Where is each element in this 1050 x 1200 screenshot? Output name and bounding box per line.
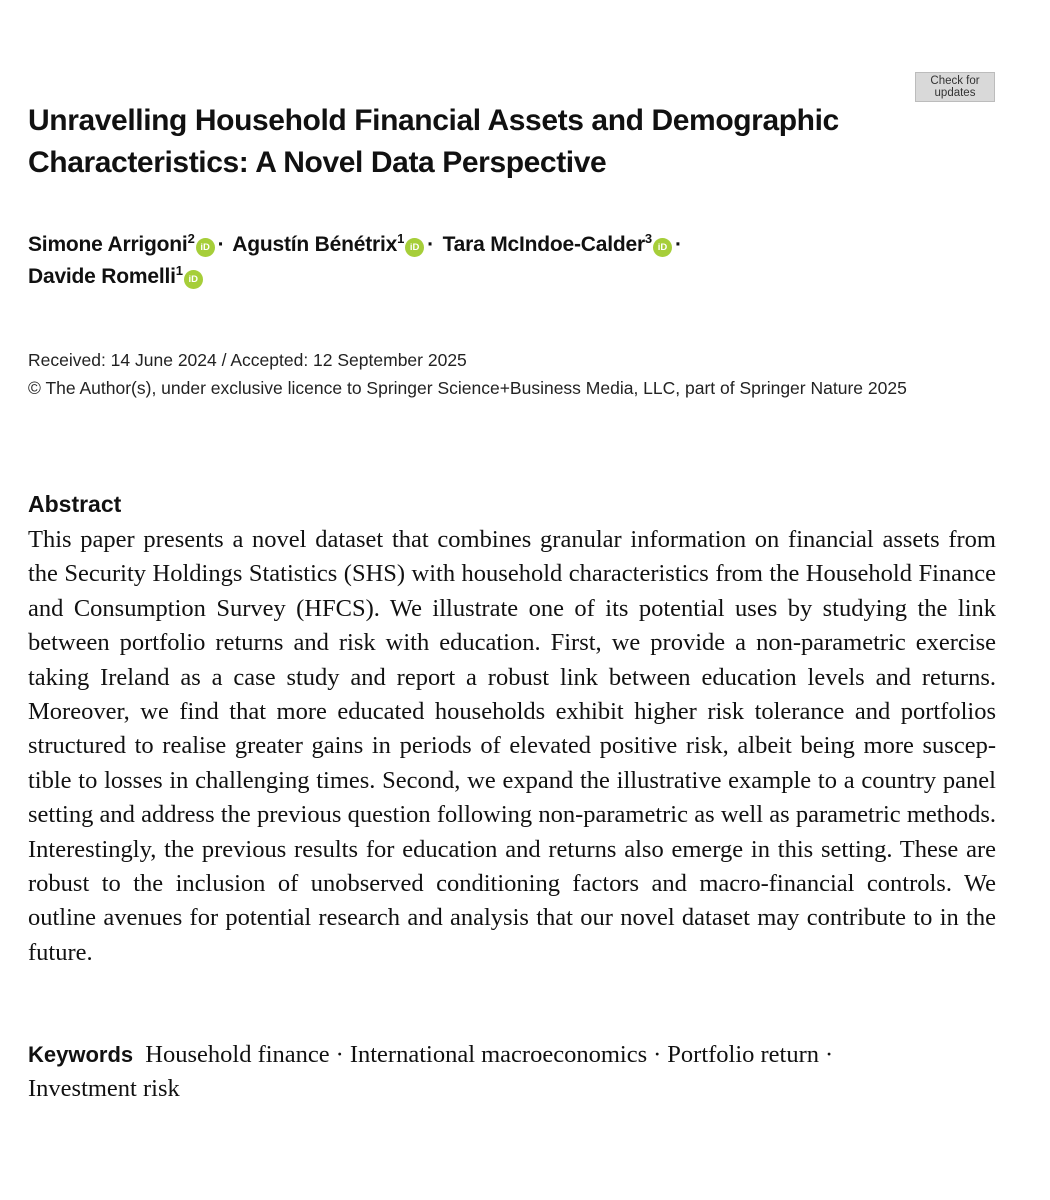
author-name: Agustín Bénétrix [232,233,398,256]
keyword: International macroeconomics [349,1041,648,1068]
orcid-icon[interactable]: iD [196,238,215,257]
orcid-icon[interactable]: iD [653,238,672,257]
author-name: Davide Romelli [28,265,176,288]
keyword-separator: · [825,1041,834,1068]
author-2 [232,233,424,256]
author-list [28,229,928,293]
author-affiliation: 2 [187,231,195,246]
orcid-icon[interactable]: iD [405,238,424,257]
author-name: Simone Arrigoni [28,233,188,256]
paper-title: Unravelling Household Financial Assets and Demographic Characteristics: A Novel Data Perspective [28,104,839,179]
author-3 [443,233,672,256]
keywords-section [28,1038,996,1107]
author-affiliation: 3 [644,231,652,246]
author-separator: · [217,233,225,256]
author-1 [28,233,215,256]
keyword: Household finance [145,1041,330,1068]
badge-line-1: Check for [930,75,980,87]
copyright-notice: © The Author(s), under exclusive licence to Springer Science+Business Media, LLC, part of Springer Nature 2025 [28,378,907,398]
keyword-separator: · [335,1041,344,1068]
keyword-separator: · [653,1041,662,1068]
author-separator: · [427,233,434,256]
author-affiliation: 1 [397,231,405,246]
received-accepted-dates: Received: 14 June 2024 / Accepted: 12 September 2025 [28,350,467,370]
author-name: Tara McIndoe-Calder [442,233,645,256]
check-for-updates-badge[interactable] [915,72,995,102]
abstract-heading: Abstract [28,491,122,517]
author-4 [28,265,203,288]
orcid-icon[interactable]: iD [184,270,203,289]
author-affiliation: 1 [175,263,183,278]
abstract-text: This paper presents a novel dataset that combines granular information on financial assets from the Security Holdings Statistics (SHS) with household characteristics from the Household Finance and Consumption Survey (HFCS). We illustrate one of its potential uses by studying the link between portfolio returns and risk with education. First, we provide a non-parametric exercise taking Ireland as a case study and report a robust link between education levels and returns. Moreover, we find that more educated households exhibit higher risk tolerance and portfolios structured to realise greater gains in periods of elevated positive risk, albeit being more susceptible to losses in challenging times. Second, we expand the illustrative example to a country panel setting and address the previous question following non-parametric as well as parametric methods. Interestingly, the previous results for education and returns also emerge in this setting. These are robust to the inclusion of unobserved conditioning factors and macro-financial controls. We outline avenues for potential research and analysis that our novel dataset may contribute to in the future. [28,526,996,966]
badge-line-2: updates [934,87,976,99]
author-separator: · [674,233,682,256]
publication-meta [28,346,988,402]
keywords-label: Keywords [28,1042,134,1067]
keyword: Portfolio return [667,1041,820,1068]
keyword: Investment risk [28,1075,180,1103]
